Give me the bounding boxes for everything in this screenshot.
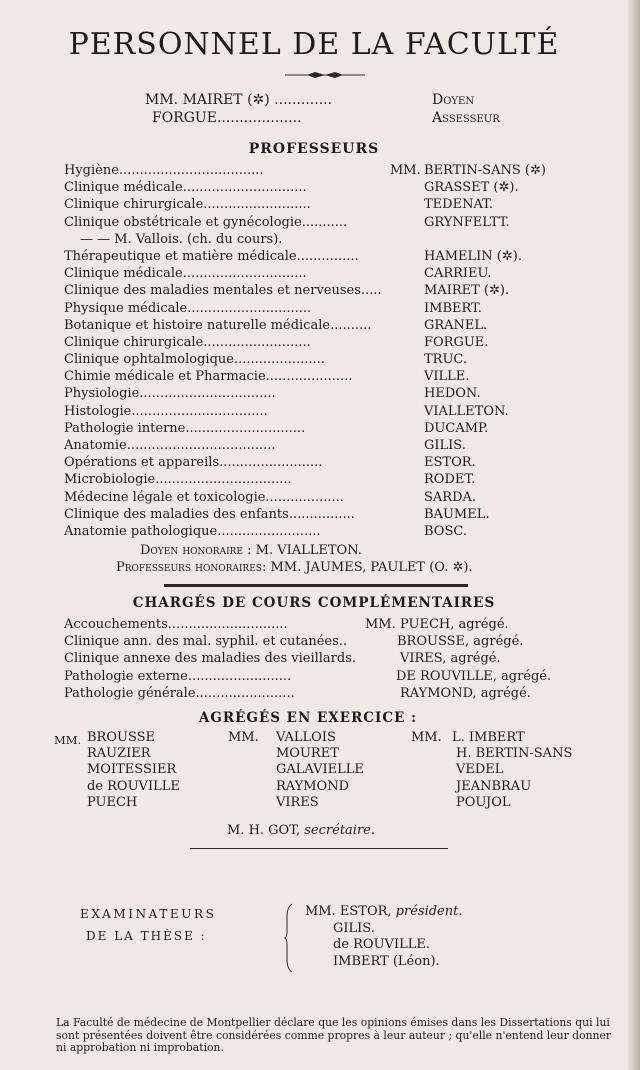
footer-disclaimer: La Faculté de médecine de Montpellier déclare que les opinions émises dans les Dissertations qui lui sont présentées doivent être considérées comme propres à leur auteur ; qu'elle n'entend leur donner ni approbation ni improbation.: [56, 1016, 612, 1055]
secretary: M. H. GOT, secrétaire.: [227, 823, 375, 838]
page-title: PERSONNEL DE LA FACULTÉ: [68, 27, 560, 62]
agreges-col2-prefix: MM.: [228, 730, 259, 745]
page-edge-shadow: [628, 0, 640, 1070]
charges-mm-prefix: MM.: [365, 617, 396, 632]
agreges-col3-prefix: MM.: [411, 730, 442, 745]
officer-dean-role: Doyen: [432, 92, 475, 108]
honorary-dean: Doyen honoraire : M. VIALLETON.: [140, 543, 362, 558]
professors-subjects: Hygiène................................... Clinique médicale.............................. Clinique chirurgicale.......................... Clinique obstétricale et gynécologie........... — — M. Vallois. (ch. du cours). Thérapeutique et matière médicale............... Clinique médicale.............................. Clinique des maladies mentales et nerveuses..... Physique médicale.............................. Botanique et histoire naturelle médicale.......... Clinique chirurgicale.......................... Clinique ophtalmologique...................... Chimie médicale et Pharmacie..................... Physiologie................................. Histologie................................. Pathologie interne............................. Anatomie.................................... Opérations et appareils......................... Microbiologie................................. Médecine légale et toxicologie................... Clinique des maladies des enfants................ Anatomie pathologique.........................: [64, 163, 382, 539]
charges-heading: CHARGÉS DE COURS COMPLÉMENTAIRES: [132, 595, 496, 611]
professors-heading: PROFESSEURS: [248, 141, 380, 157]
section-rule-thin: [190, 848, 448, 849]
agreges-col1: BROUSSE RAUZIER MOITESSIER de ROUVILLE PUECH: [87, 730, 180, 810]
examinateurs-label-line2: DE LA THÈSE :: [86, 929, 207, 943]
charges-names: PUECH, agrégé. BROUSSE, agrégé. VIRES, agrégé. DE ROUVILLE, agrégé. RAYMOND, agrégé.: [396, 617, 552, 701]
agreges-heading: AGRÉGÉS EN EXERCICE :: [198, 710, 418, 726]
honorary-professors: Professeurs honoraires: MM. JAUMES, PAULET (O. ✲).: [116, 560, 473, 575]
title-ornament: [285, 71, 365, 79]
professors-names: BERTIN-SANS (✲) GRASSET (✲). TEDENAT. GRYNFELTT. HAMELIN (✲). CARRIEU. MAIRET (✲). IMBERT. GRANEL. FORGUE. TRUC. VILLE. HEDON. VIALLETON. DUCAMP. GILIS. ESTOR. RODET. SARDA. BAUMEL. BOSC.: [424, 163, 546, 539]
brace-bracket: [284, 903, 296, 973]
officer-dean-names: MM. MAIRET (✲) .............: [145, 92, 333, 108]
examinateurs-members: MM. ESTOR, président. GILIS. de ROUVILLE. IMBERT (Léon).: [305, 904, 463, 969]
professors-mm-prefix: MM.: [390, 163, 421, 178]
agreges-col3: L. IMBERT H. BERTIN-SANS VEDEL JEANBRAU POUJOL: [452, 730, 573, 810]
officer-assessor-role: Assesseur: [432, 110, 500, 126]
agreges-col1-prefix: MM.: [54, 733, 82, 747]
examinateurs-label: EXAMINATEURS: [80, 907, 217, 921]
officer-assessor-names: FORGUE...................: [152, 110, 302, 126]
section-rule: [164, 584, 468, 587]
agreges-col2: VALLOIS MOURET GALAVIELLE RAYMOND VIRES: [276, 730, 364, 810]
charges-subjects: Accouchements............................. Clinique ann. des mal. syphil. et cutanées.. Clinique annexe des maladies des vieillards. Pathologie externe......................... Pathologie générale........................: [64, 617, 357, 701]
